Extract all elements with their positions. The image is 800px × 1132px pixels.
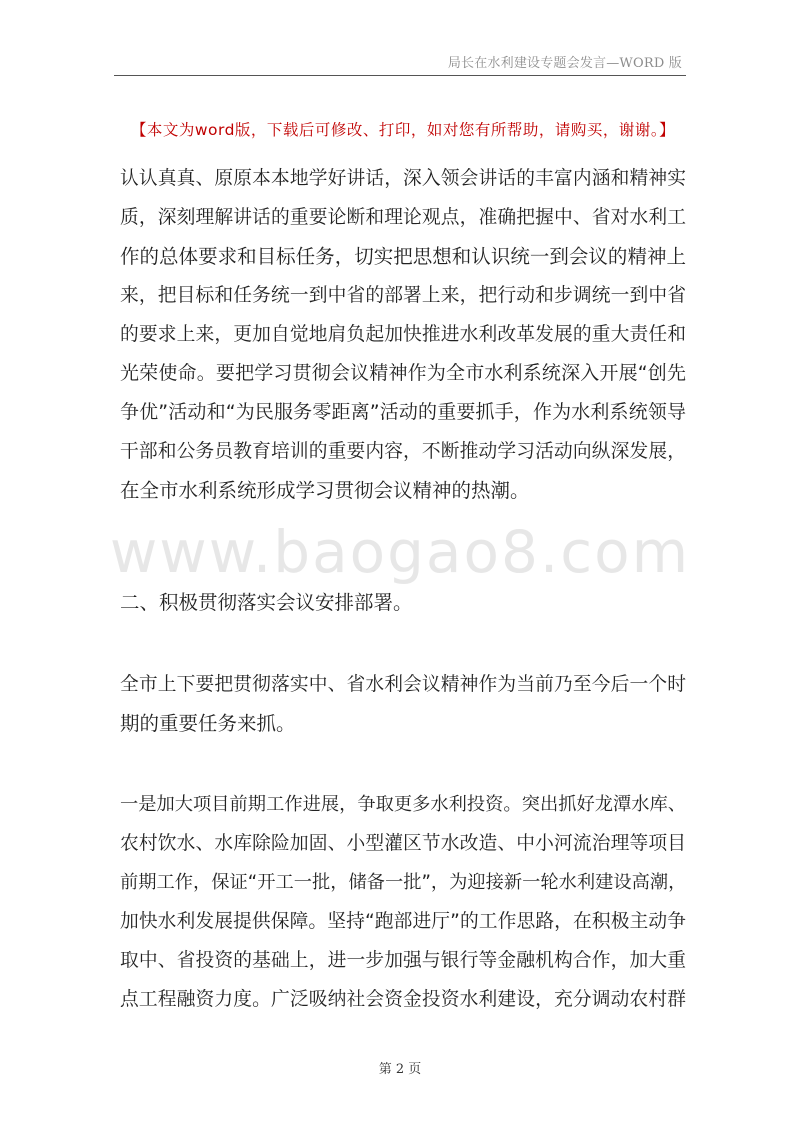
document-header-title: 局长在水利建设专题会发言—WORD 版 [447,56,682,71]
text-line: 质，深刻理解讲话的重要论断和理论观点，准确把握中、省对水利工 [120,207,686,228]
text-line: 在全市水利系统形成学习贯彻会议精神的热潮。 [120,479,530,502]
text-line: 点工程融资力度。广泛吸纳社会资金投资水利建设，充分调动农村群 [120,989,686,1010]
text-line: 的要求上来，更加自觉地肩负起加快推进水利改革发展的重大责任和 [120,324,686,345]
text-line: 二、积极贯彻落实会议安排部署。 [120,591,413,614]
section-heading-two [120,583,686,622]
text-line: 认认真真、原原本本地学好讲话，深入领会讲话的丰富内涵和精神实 [120,168,686,189]
text-line: 光荣使命。要把学习贯彻会议精神作为全市水利系统深入开展“创先 [120,362,686,384]
text-line: 期的重要任务来抓。 [120,712,296,735]
watermark-text: www.baogao8.com [109,518,691,586]
text-line: 加快水利发展提供保障。坚持“跑部进厅”的工作思路，在积极主动争 [120,911,686,932]
purchase-notice: 【本文为word版，下载后可修改、打印，如对您有所帮助，请购买，谢谢。】 [130,121,676,139]
text-line: 前期工作，保证“开工一批，储备一批”，为迎接新一轮水利建设高潮， [120,872,687,893]
paragraph-study-meeting [120,159,686,510]
text-line: 全市上下要把贯彻落实中、省水利会议精神作为当前乃至今后一个时 [120,674,686,695]
text-line: 争优”活动和“为民服务零距离”活动的重要抓手，作为水利系统领导 [120,401,686,423]
paragraph-implementation [120,665,686,743]
header-divider [114,75,686,76]
text-line: 农村饮水、水库除险加固、小型灌区节水改造、中小河流治理等项目 [120,833,686,854]
text-line: 一是加大项目前期工作进展，争取更多水利投资。突出抓好龙潭水库、 [120,794,686,815]
text-line: 来，把目标和任务统一到中省的部署上来，把行动和步调统一到中省 [120,285,686,306]
text-line: 干部和公务员教育培训的重要内容，不断推动学习活动向纵深发展， [120,441,686,462]
paragraph-project-investment [120,785,686,1019]
text-line: 作的总体要求和目标任务，切实把思想和认识统一到会议的精神上 [120,245,686,268]
text-line: 取中、省投资的基础上，进一步加强与银行等金融机构合作，加大重 [120,950,686,971]
page-number: 第 2 页 [378,1062,422,1077]
